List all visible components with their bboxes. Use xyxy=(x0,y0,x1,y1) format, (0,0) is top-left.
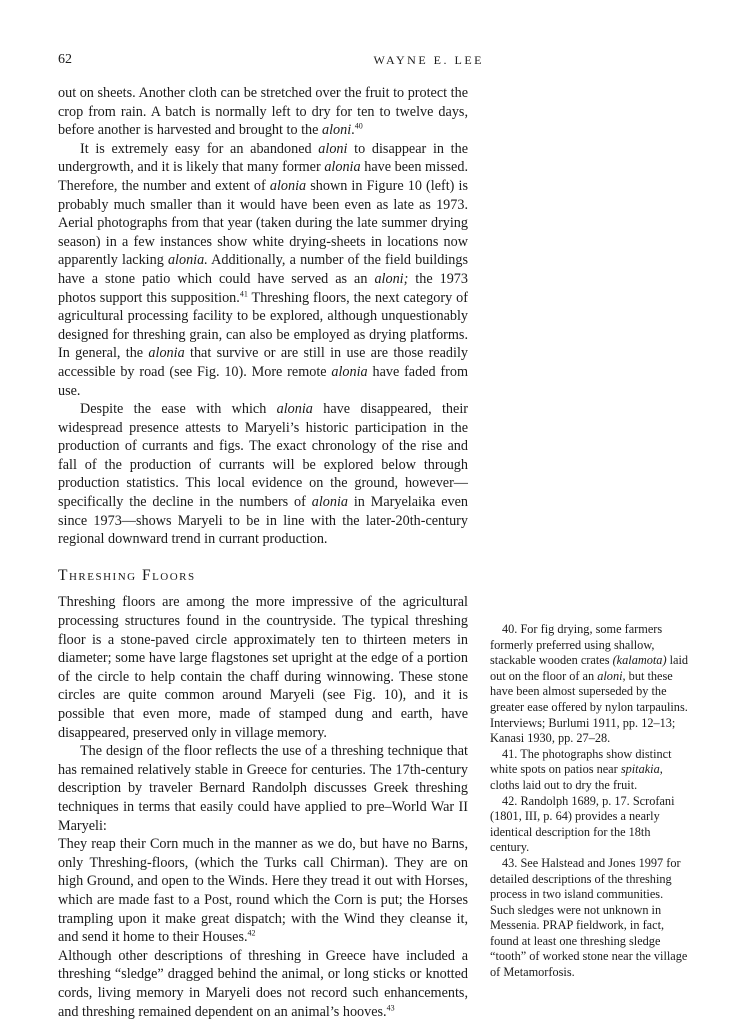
text-run: the 1973 photos support this supposition. xyxy=(58,270,468,306)
paragraph xyxy=(58,84,468,140)
text-run: out on sheets. Another cloth can be stretched over the fruit to protect the crop from rain. A batch is normally left to dry for ten to twelve days, before another is harvested and brought to the xyxy=(58,85,468,139)
note-reference: 43 xyxy=(386,1002,395,1012)
text-run: laid out on the floor of an xyxy=(490,653,689,683)
italic-text: alonia xyxy=(276,401,313,418)
paragraph xyxy=(58,742,468,835)
footnote xyxy=(490,622,690,747)
footnotes xyxy=(490,622,690,981)
section-heading: Threshing Floors xyxy=(58,566,196,584)
text-run: It is extremely easy for an abandoned xyxy=(80,140,319,157)
footnote xyxy=(490,747,690,794)
text-run: . xyxy=(351,122,355,139)
running-head: WAYNE E. LEE xyxy=(373,53,484,67)
main-text-column xyxy=(58,84,468,1021)
text-run: , cloths laid out to dry the fruit. xyxy=(490,762,663,792)
italic-text: aloni xyxy=(318,140,348,157)
text-run: They reap their Corn much in the manner as we do, but have no Barns, only Threshing-floors, (which the Turks call Chirman). They are on high Ground, and open to the Winds. Here they tread it out with Horses, which are made fast to a Post, round which the Corn is put; the Horses trampling upon it make great dispatch; with the Wind they cleanse it, and send it home to their Houses. xyxy=(58,836,468,946)
italic-text: spitakia xyxy=(620,762,660,777)
italic-text: alonia xyxy=(148,345,185,362)
text-run: Threshing floors are among the more impressive of the agricultural processing structures found in the countryside. The typical threshing floor is a stone-paved circle approximately ten to thirteen meters in diameter; some have large flagstones set upright at the edge of a portion of the circle to help contain the chaff during winnowing. These stone circles are quite common around Maryeli (see Fig. 10), and it is possible that even more, made of stamped dung and earth, have disappeared, preserved only in village memory. xyxy=(58,594,468,741)
footnote xyxy=(490,794,690,856)
text-run: that survive or are still in use are those readily accessible by road (see Fig. 10). More remote xyxy=(58,345,468,380)
paragraph xyxy=(58,947,468,1021)
text-run: 42. Randolph 1689, p. 17. Scrofani (1801, III, p. 64) provides a nearly identical description for the 18th century. xyxy=(490,793,675,855)
note-reference: 41 xyxy=(239,288,248,298)
italic-text: alonia. xyxy=(167,252,208,269)
italic-text: aloni xyxy=(321,122,352,139)
paragraph xyxy=(58,593,468,742)
italic-text: aloni, xyxy=(597,668,626,683)
italic-text: aloni; xyxy=(374,270,409,287)
paragraph xyxy=(58,140,468,400)
text-run: Additionally, a number of the field buildings have a stone patio which could have served as an xyxy=(58,252,468,287)
text-run: The design of the floor reflects the use of a threshing technique that has remained relatively stable in Greece for centuries. The 17th-century description by traveler Bernard Randolph discusses Greek threshing techniques in terms that easily could have applied to pre–World War II Maryeli: xyxy=(58,743,468,834)
text-run: to disappear in the undergrowth, and it is likely that many former xyxy=(58,140,468,176)
note-reference: 42 xyxy=(247,928,256,938)
text-run: have disappeared, their widespread presence attests to Maryeli’s historic participation in the production of currants and figs. The exact chronology of the rise and fall of the production of currants will be explored below through production statistics. This local evidence on the ground, however—specifically the decline in the numbers of xyxy=(58,401,468,511)
text-run: Threshing floors, the next category of agricultural processing facility to be explored, although unquestionably designed for threshing grain, can also be employed as drying platforms. In general, the xyxy=(58,289,468,362)
italic-text: alonia xyxy=(311,494,348,511)
paragraph xyxy=(58,400,468,549)
text-run: 41. The photographs show distinct white spots on patios near xyxy=(490,746,672,777)
text-run: Despite the ease with which xyxy=(80,401,277,418)
block-quote xyxy=(58,835,468,947)
text-run: 43. See Halstead and Jones 1997 for detailed descriptions of the threshing process in two island communities. Such sledges were not unknown in Messenia. PRAP fieldwork, in fact, found at least one threshing sledge “tooth” of worked stone near the village of Metamorfosis. xyxy=(490,855,688,980)
italic-text: alonia xyxy=(269,177,307,194)
text-run: have faded from use. xyxy=(58,363,468,399)
italic-text: alonia xyxy=(324,159,361,176)
italic-text: alonia xyxy=(331,363,368,380)
text-run: 40. For fig drying, some farmers formerly preferred using shallow, stackable wooden crates xyxy=(490,622,663,668)
note-reference: 40 xyxy=(354,121,363,131)
footnote xyxy=(490,856,690,981)
text-run: in Maryelaika even since 1973—shows Maryeli to be in line with the later-20th-century regional downward trend in currant production. xyxy=(58,494,468,548)
italic-text: (kalamota) xyxy=(612,653,667,668)
text-run: Although other descriptions of threshing in Greece have included a threshing “sledge” dragged behind the animal, or long sticks or knotted cords, living memory in Maryeli does not record such enhancements, and threshing remained dependent on an animal’s hooves. xyxy=(58,947,468,1020)
text-run: shown in Figure 10 (left) is probably much smaller than it would have been even as late as 1973. Aerial photographs from that year (taken during the late summer drying season) in a few instances show white drying-sheets in locations now apparently lacking xyxy=(58,177,468,269)
page-number: 62 xyxy=(58,52,72,67)
text-run: but these have been almost superseded by the greater ease offered by nylon tarpaulins. Interviews; Burlumi 1911, pp. 12–13; Kanasi 1930, pp. 27–28. xyxy=(490,668,688,746)
text-run: have been missed. Therefore, the number and extent of xyxy=(58,159,468,194)
